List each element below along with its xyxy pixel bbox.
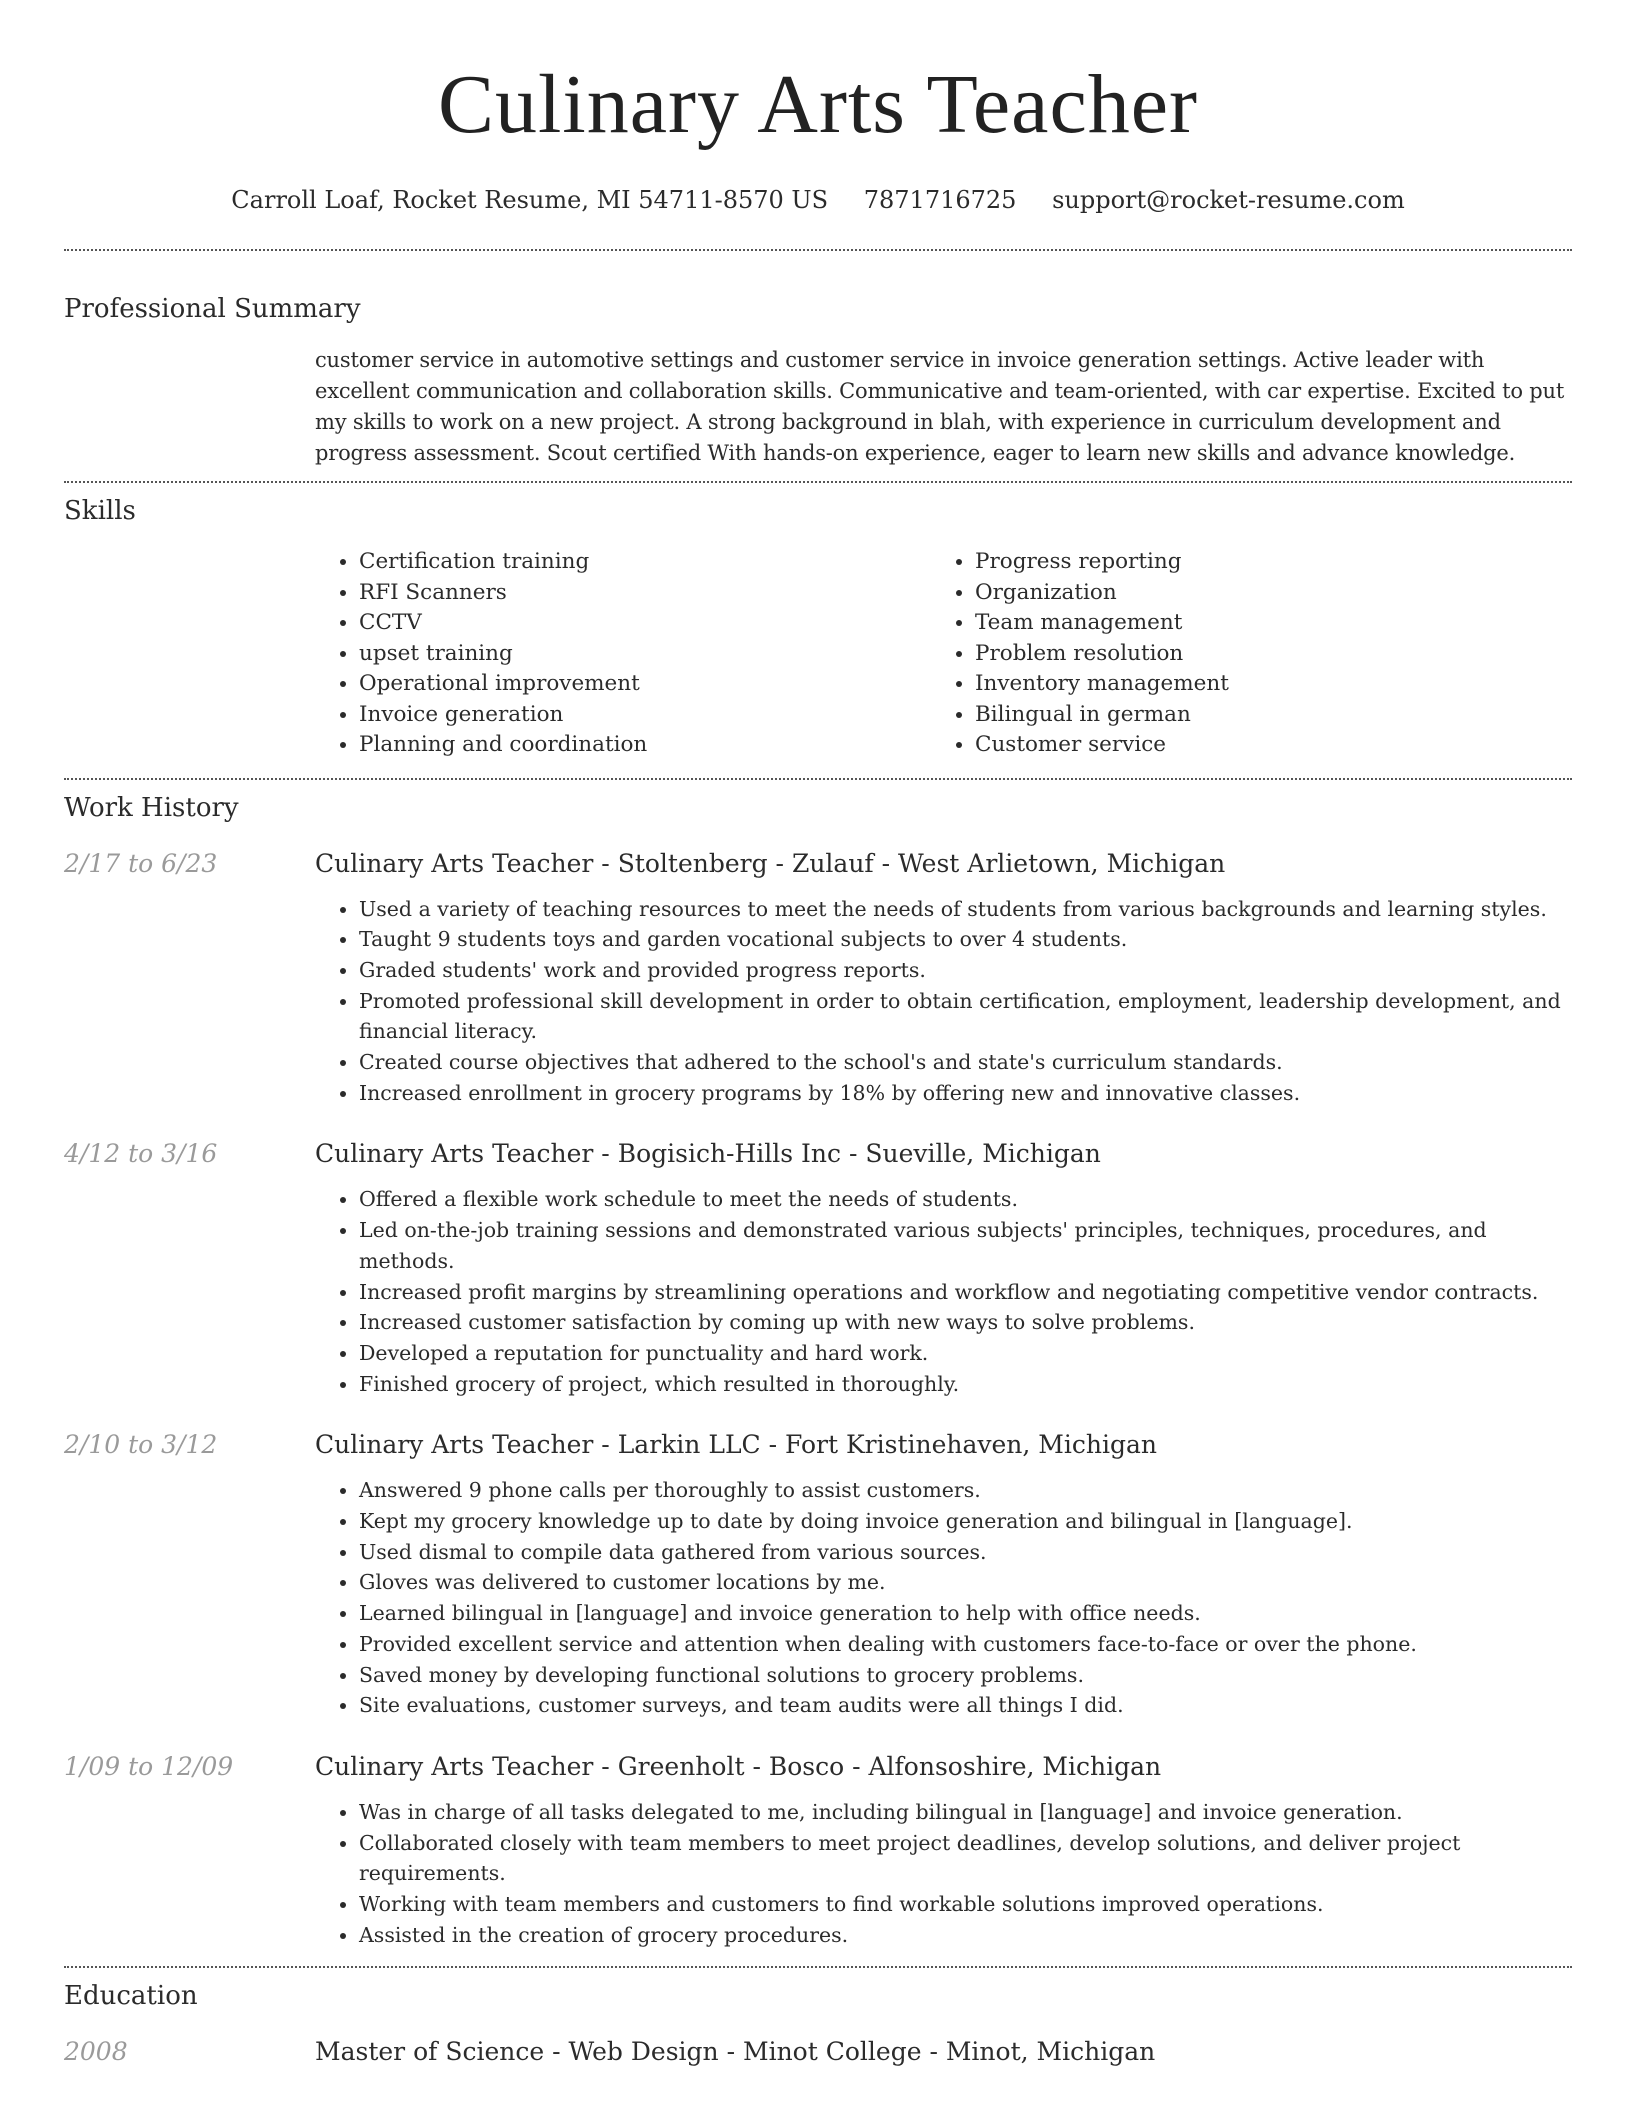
job-bullet: • Increased enrollment in grocery programs by 18% by offering new and innovative classes. [359,1078,1572,1109]
job-title: Culinary Arts Teacher - Stoltenberg - Zulauf - West Arlietown, Michigan [315,848,1226,878]
job-bullet: • Was in charge of all tasks delegated to me, including bilingual in [language] and invoice generation. [359,1797,1572,1828]
job-bullet: • Promoted professional skill development in order to obtain certification, employment, leadership development, and financial literacy. [359,986,1572,1047]
section-title-work: Work History [64,792,239,823]
divider [64,778,1572,780]
education-date: 2008 [64,2037,128,2067]
job-entry [64,1427,1572,1721]
skill-item: • Planning and coordination [359,730,929,761]
education-degree: Master of Science - Web Design - Minot College - Minot, Michigan [315,2037,1156,2067]
job-bullet: • Learned bilingual in [language] and invoice generation to help with office needs. [359,1598,1572,1629]
skill-item: • Inventory management [975,669,1545,700]
job-bullet: • Led on-the-job training sessions and demonstrated various subjects' principles, techniques, procedures, and methods. [359,1215,1572,1276]
job-bullet: • Used a variety of teaching resources to meet the needs of students from various backgrounds and learning styles. [359,894,1572,925]
job-bullet: • Finished grocery of project, which resulted in thoroughly. [359,1369,1572,1400]
job-bullets [315,1797,1572,1951]
resume-page [64,0,1572,2070]
job-bullet: • Offered a flexible work schedule to meet the needs of students. [359,1184,1572,1215]
job-bullet: • Kept my grocery knowledge up to date by doing invoice generation and bilingual in [language]. [359,1506,1572,1537]
job-bullet: • Site evaluations, customer surveys, and team audits were all things I did. [359,1690,1572,1721]
contact-line [64,182,1572,218]
divider [64,249,1572,251]
education-entry [64,2034,1572,2070]
job-bullet: • Collaborated closely with team members to meet project deadlines, develop solutions, and deliver project requirements. [359,1828,1572,1889]
contact-email: support@rocket-resume.com [1052,186,1405,214]
section-title-skills: Skills [64,496,136,526]
skill-item: • RFI Scanners [359,578,929,609]
job-bullets [315,1475,1572,1721]
skill-item: • CCTV [359,608,929,639]
job-bullet: • Saved money by developing functional solutions to grocery problems. [359,1660,1572,1691]
job-bullet: • Developed a reputation for punctuality and hard work. [359,1338,1572,1369]
job-bullet: • Gloves was delivered to customer locations by me. [359,1567,1572,1598]
skill-item: • Progress reporting [975,547,1545,578]
job-bullets [315,894,1572,1109]
skill-item: • upset training [359,639,929,670]
skill-item: • Certification training [359,547,929,578]
divider [64,481,1572,483]
job-date: 1/09 to 12/09 [64,1751,234,1781]
job-entry [64,846,1572,1109]
skill-item: • Problem resolution [975,639,1545,670]
skills-column-right [931,547,1545,761]
job-entry [64,1749,1572,1951]
skill-item: • Invoice generation [359,700,929,731]
job-date: 2/10 to 3/12 [64,1430,218,1460]
job-bullet: • Created course objectives that adhered to the school's and state's curriculum standards. [359,1047,1572,1078]
job-bullet: • Increased profit margins by streamlining operations and workflow and negotiating competitive vendor contracts. [359,1277,1572,1308]
skill-item: • Operational improvement [359,669,929,700]
job-date: 2/17 to 6/23 [64,848,218,878]
job-bullet: • Taught 9 students toys and garden vocational subjects to over 4 students. [359,924,1572,955]
job-bullet: • Increased customer satisfaction by coming up with new ways to solve problems. [359,1307,1572,1338]
contact-address: Carroll Loaf, Rocket Resume, MI 54711-8570 US [231,186,829,214]
contact-phone: 7871716725 [863,186,1017,214]
divider [64,1966,1572,1968]
job-date: 4/12 to 3/16 [64,1139,218,1169]
skills-column-left [315,547,929,761]
section-title-summary: Professional Summary [64,294,361,324]
skill-item: • Bilingual in german [975,700,1545,731]
job-title: Culinary Arts Teacher - Greenholt - Bosco - Alfonsoshire, Michigan [315,1751,1162,1781]
job-title: Culinary Arts Teacher - Larkin LLC - Fort Kristinehaven, Michigan [315,1430,1158,1460]
job-bullet: • Provided excellent service and attention when dealing with customers face-to-face or over the phone. [359,1629,1572,1660]
job-bullet: • Assisted in the creation of grocery procedures. [359,1920,1572,1951]
job-bullets [315,1184,1572,1399]
job-title: Culinary Arts Teacher - Bogisich-Hills Inc - Sueville, Michigan [315,1139,1101,1169]
job-entry [64,1136,1572,1399]
job-bullet: • Working with team members and customers to find workable solutions improved operations. [359,1889,1572,1920]
resume-title: Culinary Arts Teacher [437,58,1199,151]
skill-item: • Customer service [975,730,1545,761]
job-bullet: • Answered 9 phone calls per thoroughly to assist customers. [359,1475,1572,1506]
summary-text: customer service in automotive settings and customer service in invoice generation settings. Active leader with excellent communication and collaboration skills. Communicative and team-oriented, with car expertise. Excited to put my skills to work on a new project. A strong background in blah, with experience in curriculum development and progress assessment. Scout certified With hands-on experience, eager to learn new skills and advance knowledge. [315,348,1565,465]
skill-item: • Team management [975,608,1545,639]
job-bullet: • Graded students' work and provided progress reports. [359,955,1572,986]
skill-item: • Organization [975,578,1545,609]
section-title-education: Education [64,1981,198,2012]
skills-list [315,547,1572,761]
job-bullet: • Used dismal to compile data gathered from various sources. [359,1537,1572,1568]
